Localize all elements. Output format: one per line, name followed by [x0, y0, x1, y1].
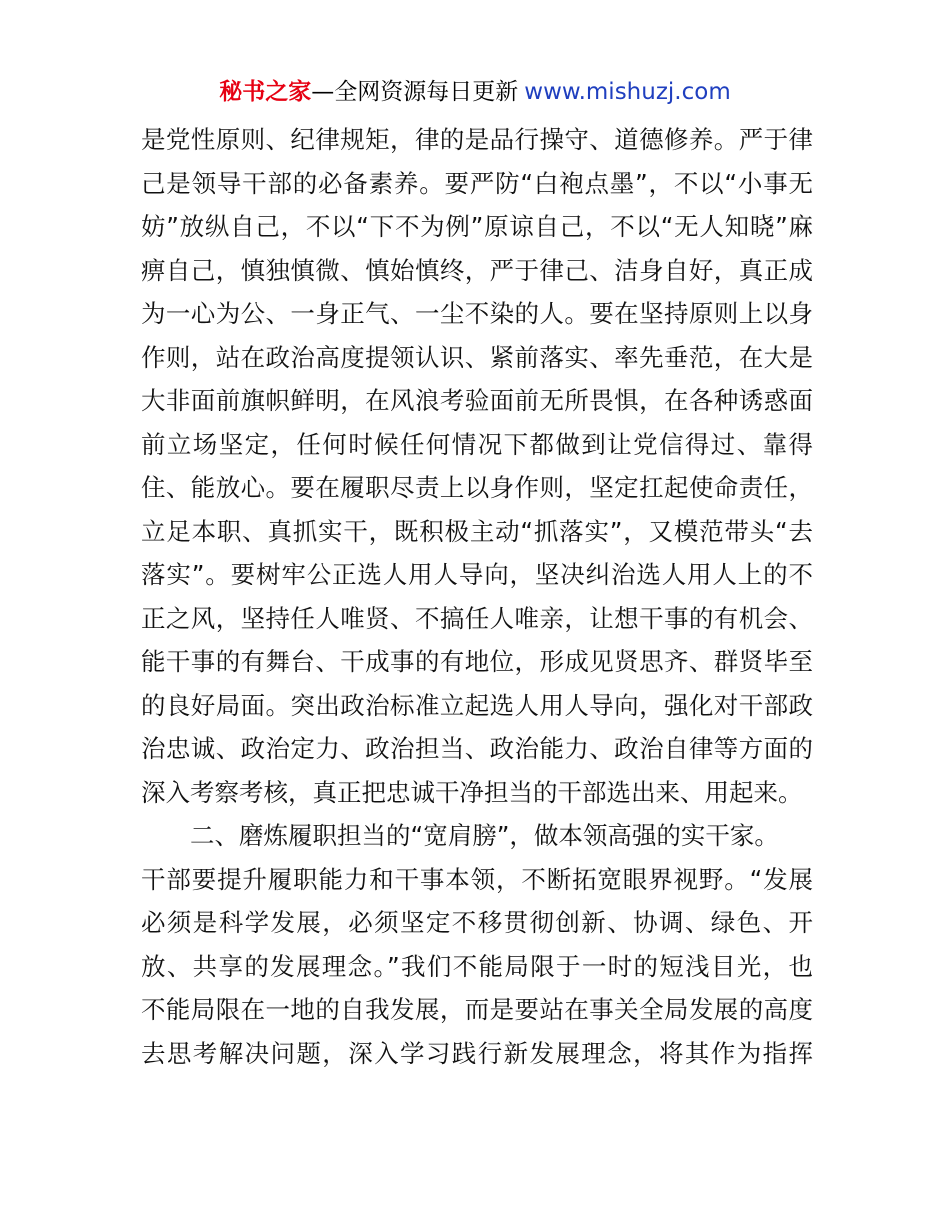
brand-name: 秘书之家 — [219, 79, 312, 105]
text-line: 是党性原则、纪律规矩，律的是品行操守、道德修养。严于律 — [141, 125, 813, 154]
text-line: 治忠诚、政治定力、政治担当、政治能力、政治自律等方面的 — [141, 734, 813, 763]
page-header — [0, 76, 950, 108]
text-line: 深入考察考核，真正把忠诚干净担当的干部选出来、用起来。 — [141, 777, 803, 807]
text-line: 不能局限在一地的自我发展，而是要站在事关全局发展的高度 — [141, 995, 813, 1024]
section-heading-line: 二、磨炼履职担当的“宽肩膀”，做本领高强的实干家。 — [141, 821, 779, 850]
text-line: 能干事的有舞台、干成事的有地位，形成见贤思齐、群贤毕至 — [141, 647, 813, 676]
text-line: 己是领导干部的必备素养。要严防“白袍点墨”，不以“小事无 — [141, 168, 813, 198]
text-line: 住、能放心。要在履职尽责上以身作则，坚定扛起使命责任， — [141, 473, 813, 502]
text-line: 立足本职、真抓实干，既积极主动“抓落实”，又模范带头“去 — [141, 516, 813, 546]
site-url-link[interactable]: www.mishuzj.com — [524, 79, 731, 105]
text-line: 去思考解决问题，深入学习践行新发展理念，将其作为指挥 — [141, 1038, 813, 1068]
document-body — [141, 118, 813, 1075]
text-line: 放、共享的发展理念。”我们不能局限于一时的短浅目光，也 — [141, 951, 813, 981]
text-line: 干部要提升履职能力和干事本领，不断拓宽眼界视野。“发展 — [141, 864, 813, 894]
text-line: 前立场坚定，任何时候任何情况下都做到让党信得过、靠得 — [141, 429, 813, 459]
text-line: 痹自己，慎独慎微、慎始慎终，严于律己、洁身自好，真正成 — [141, 255, 813, 285]
text-line: 正之风，坚持任人唯贤、不搞任人唯亲，让想干事的有机会、 — [141, 603, 813, 633]
text-line: 作则，站在政治高度提领认识、紧前落实、率先垂范，在大是 — [141, 342, 813, 372]
text-line: 为一心为公、一身正气、一尘不染的人。要在坚持原则上以身 — [141, 299, 813, 328]
text-line: 大非面前旗帜鲜明，在风浪考验面前无所畏惧，在各种诱惑面 — [141, 386, 813, 415]
text-line: 落实”。要树牢公正选人用人导向，坚决纠治选人用人上的不 — [141, 560, 813, 589]
header-tagline: —全网资源每日更新 — [311, 79, 519, 105]
text-line: 妨”放纵自己，不以“下不为例”原谅自己，不以“无人知晓”麻 — [141, 212, 813, 241]
text-line: 必须是科学发展，必须坚定不移贯彻创新、协调、绿色、开 — [141, 908, 813, 937]
text-line: 的良好局面。突出政治标准立起选人用人导向，强化对干部政 — [141, 690, 813, 720]
